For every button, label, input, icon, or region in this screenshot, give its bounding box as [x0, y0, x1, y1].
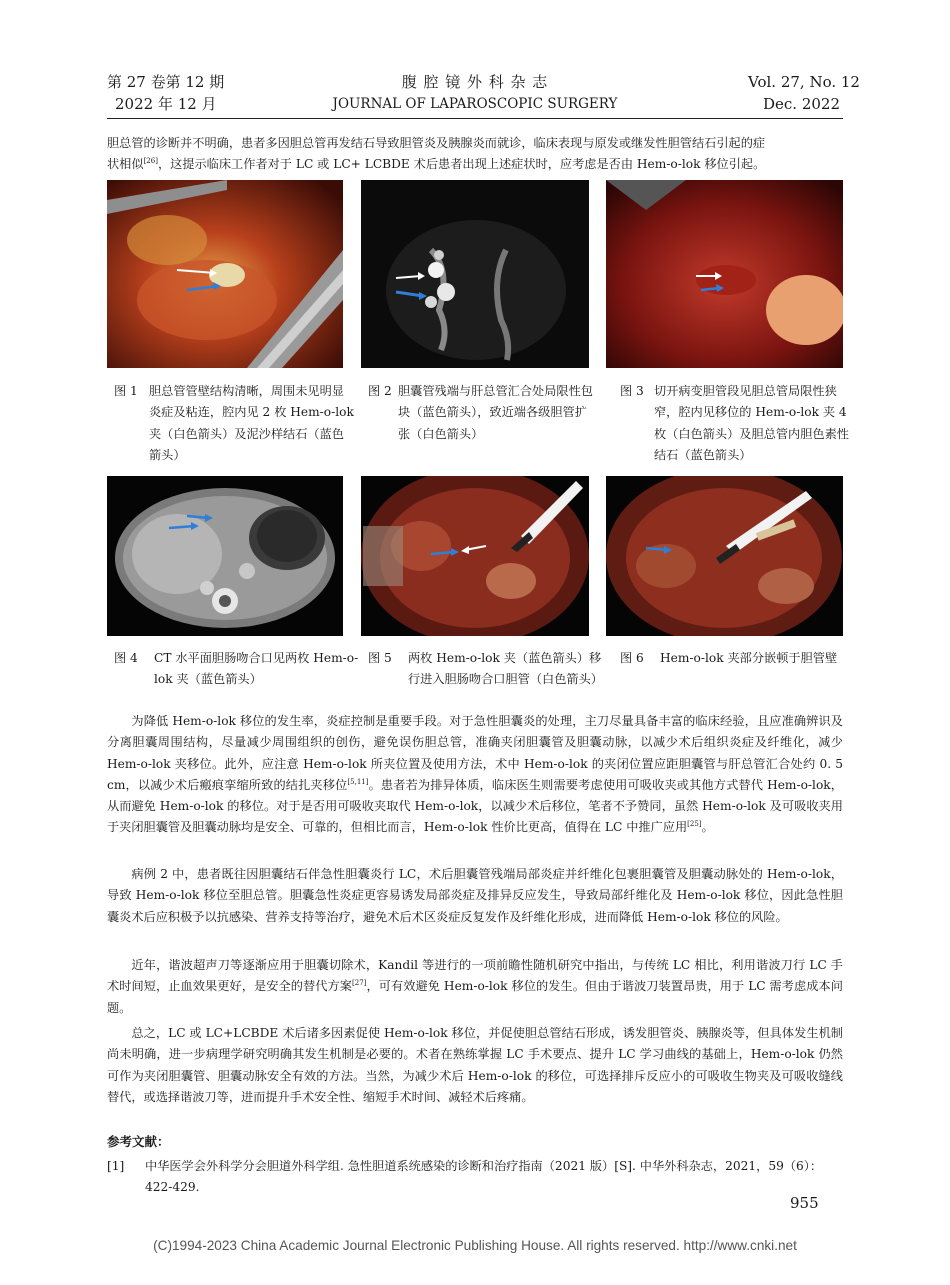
citation: [27]	[352, 979, 367, 988]
figure-2-illustration	[361, 180, 589, 368]
figure-3-caption	[620, 381, 850, 471]
figure-6-caption	[620, 648, 850, 678]
figure-4-caption-text: CT 水平面胆肠吻合口见两枚 Hem-o-lok 夹（蓝色箭头）	[154, 651, 359, 687]
figure-4-number: 图 4	[114, 651, 138, 665]
figure-2-caption	[368, 381, 608, 451]
citation: [26]	[143, 157, 158, 166]
volume-issue-en: Vol. 27, No. 12	[748, 73, 860, 91]
references-heading: 参考文献：	[107, 1134, 170, 1149]
p1-part-c: 。	[701, 820, 714, 835]
figure-6-illustration	[606, 476, 843, 636]
journal-title-en: JOURNAL OF LAPAROSCOPIC SURGERY	[332, 96, 618, 112]
figure-3-illustration	[606, 180, 843, 368]
p1-part-a: 为降低 Hem-o-lok 移位的发生率，炎症控制是重要手段。对于急性胆囊炎的处理，主刀尽量具备丰富的临床经验，且应准确辨识及分离胆囊周围结构，尽量减少周围组织的创伤，避免误伤胆总管，准确夹闭胆囊管及胆囊动脉，以减少术后组织炎症及纤维化，减少 Hem-o-lok 夹移位。此外，应注意 Hem-o-lok 所夹位置及使用方法，术中 Hem-o-lok 的夹闭位置应距胆囊管与肝总管汇合处约 0. 5 cm，以减少术后瘢痕挛缩所致的结扎夹移位	[107, 714, 843, 792]
figure-1-image	[107, 180, 343, 368]
figure-5-image	[361, 476, 589, 636]
citation: [5,11]	[347, 777, 369, 786]
intro-line-2a: 状相似	[107, 157, 144, 172]
figure-5-number: 图 5	[368, 651, 392, 665]
intro-line-2b: ，这提示临床工作者对于 LC 或 LC+ LCBDE 术后患者出现上述症状时，应考虑是否由 Hem-o-lok 移位引起。	[157, 157, 766, 172]
body-paragraph-2: 病例 2 中，患者既往因胆囊结石伴急性胆囊炎行 LC，术后胆囊管残端局部炎症并纤维化包裹胆囊管及胆囊动脉处的 Hem-o-lok，导致 Hem-o-lok 移位至胆总管。胆囊急性炎症更容易诱发局部炎症及排异反应发生，导致局部纤维化及 Hem-o-lok 移位，因此急性胆囊炎术后应积极予以抗感染、营养支持等治疗，避免术后术区炎症反复发作及纤维化形成，进而降低 Hem-o-lok 移位的风险。	[107, 867, 843, 924]
figure-4-image	[107, 476, 343, 636]
figure-1-illustration	[107, 180, 343, 368]
p1-part-b: 。患者若为排异体质，临床医生则需要考虑使用可吸收夹或其他方式替代 Hem-o-lok，从而避免 Hem-o-lok 的移位。对于是否用可吸收夹取代 Hem-o-lok，以减少术后移位，笔者不予赞同，虽然 Hem-o-lok 及可吸收夹用于夹闭胆囊管及胆囊动脉均是安全、可靠的，但相比而言，Hem-o-lok 性价比更高，值得在 LC 中推广应用	[107, 777, 843, 835]
figure-1-caption	[114, 381, 354, 471]
body-paragraph-3	[107, 955, 843, 1019]
figure-2-number: 图 2	[368, 384, 392, 398]
figure-4-caption	[114, 648, 364, 698]
intro-line-1: 胆总管的诊断并不明确，患者多因胆总管再发结石导致胆管炎及胰腺炎而就诊，临床表现与原发或继发性胆管结石引起的症	[107, 136, 766, 150]
citation: [25]	[687, 820, 702, 829]
figure-6-number: 图 6	[620, 651, 644, 665]
figure-5-caption	[368, 648, 608, 718]
figure-1-caption-text: 胆总管管壁结构清晰，周围未见明显炎症及粘连，腔内见 2 枚 Hem-o-lok 夹（白色箭头）及泥沙样结石（蓝色箭头）	[149, 384, 354, 462]
figure-2-image	[361, 180, 589, 368]
intro-paragraph	[107, 133, 843, 176]
figure-3-caption-text: 切开病变胆管段见胆总管局限性狭窄，腔内见移位的 Hem-o-lok 夹 4 枚（白色箭头）及胆总管内胆色素性结石（蓝色箭头）	[654, 384, 849, 462]
volume-issue-cn: 第 27 卷第 12 期	[107, 73, 225, 91]
page-number: 955	[790, 1194, 819, 1212]
figure-1-number: 图 1	[114, 384, 138, 398]
body-paragraph-1	[107, 711, 843, 839]
date-cn: 2022 年 12 月	[115, 95, 217, 113]
figure-6-image	[606, 476, 843, 636]
journal-title-cn: 腹 腔 镜 外 科 杂 志	[401, 73, 549, 91]
date-en: Dec. 2022	[763, 95, 841, 113]
figure-6-caption-text: Hem-o-lok 夹部分嵌顿于胆管壁	[660, 651, 838, 665]
p3-part-b: ，可有效避免 Hem-o-lok 移位的发生。但由于谐波刀装置昂贵，用于 LC 需考虑成本问题。	[107, 979, 843, 1015]
p3-part-a: 近年，谐波超声刀等逐渐应用于胆囊切除术，Kandil 等进行的一项前瞻性随机研究中指出，与传统 LC 相比，利用谐波刀行 LC 手术时间短，止血效果更好，是安全的替代方案	[107, 958, 843, 994]
reference-1-text: 中华医学会外科学分会胆道外科学组. 急性胆道系统感染的诊断和治疗指南（2021 版）[S]. 中华外科杂志，2021，59（6）：422-429.	[145, 1159, 823, 1195]
figure-3-number: 图 3	[620, 384, 644, 398]
header-rule	[107, 118, 843, 119]
figure-5-caption-text: 两枚 Hem-o-lok 夹（蓝色箭头）移行进入胆肠吻合口胆管（白色箭头）	[408, 651, 603, 687]
copyright-footer: (C)1994-2023 China Academic Journal Electronic Publishing House. All rights reserved. http://www.cnki.net	[153, 1238, 797, 1253]
body-paragraph-4: 总之，LC 或 LC+LCBDE 术后诸多因素促使 Hem-o-lok 移位，并促使胆总管结石形成，诱发胆管炎、胰腺炎等，但具体发生机制尚未明确，进一步病理学研究明确其发生机制是必要的。术者在熟练掌握 LC 手术要点、提升 LC 学习曲线的基础上，Hem-o-lok 仍然可作为夹闭胆囊管、胆囊动脉安全有效的方法。当然，为减少术后 Hem-o-lok 的移位，可选择排斥反应小的可吸收生物夹及可吸收缝线替代，或选择谐波刀等，进而提升手术安全性、缩短手术时间、减轻术后疼痛。	[107, 1026, 843, 1104]
reference-1-label: [1]	[107, 1159, 125, 1173]
figure-4-illustration	[107, 476, 343, 636]
figure-2-caption-text: 胆囊管残端与肝总管汇合处局限性包块（蓝色箭头），致近端各级胆管扩张（白色箭头）	[398, 384, 593, 441]
figure-5-illustration	[361, 476, 589, 636]
figure-3-image	[606, 180, 843, 368]
